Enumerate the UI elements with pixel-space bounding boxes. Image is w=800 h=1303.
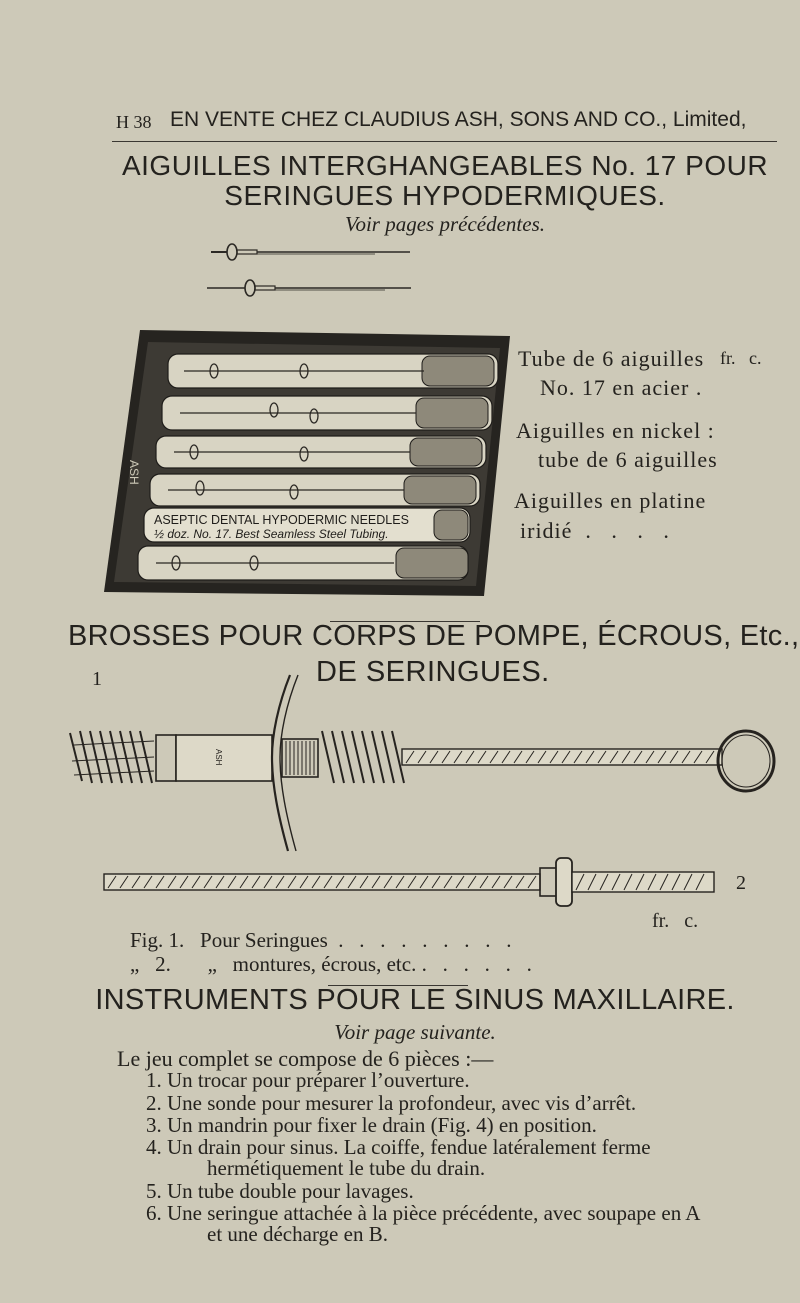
item2-line2: tube de 6 aiguilles bbox=[538, 447, 718, 472]
list-item-1: 1. Un trocar pour préparer l’ouverture. bbox=[146, 1068, 470, 1092]
needle-box-illustration bbox=[104, 330, 510, 596]
caption-fig1: Fig. 1. Pour Seringues . . . . . . . . . bbox=[130, 928, 512, 952]
item1-line1: Tube de 6 aiguilles bbox=[518, 346, 705, 371]
item1-line2: No. 17 en acier . bbox=[540, 375, 703, 400]
item3-line1: Aiguilles en platine bbox=[514, 488, 707, 513]
section1-note: Voir pages précédentes. bbox=[344, 212, 546, 236]
brush-illustration-1 bbox=[66, 665, 778, 860]
needle-illustration-2 bbox=[205, 276, 415, 300]
section1-title-line2: SERINGUES HYPODERMIQUES. bbox=[224, 180, 666, 211]
brush-stamp: ASH bbox=[214, 749, 223, 766]
list-item-2: 2. Une sonde pour mesurer la profondeur, avec vis d’arrêt. bbox=[146, 1091, 637, 1115]
list-item-3: 3. Un mandrin pour fixer le drain (Fig. 4) en position. bbox=[146, 1113, 597, 1137]
item2-line1: Aiguilles en nickel : bbox=[516, 418, 715, 443]
section1-title-line1: AIGUILLES INTERGHANGEABLES No. 17 POUR bbox=[121, 150, 769, 181]
box-side-label: ASH bbox=[127, 460, 141, 485]
section3-note: Voir page suivante. bbox=[334, 1020, 496, 1044]
needle-illustration-1 bbox=[205, 240, 415, 264]
page-ref: H 38 bbox=[116, 112, 152, 132]
vendor-header: EN VENTE CHEZ CLAUDIUS ASH, SONS AND CO., Limited, bbox=[170, 108, 747, 131]
list-item-6: 6. Une seringue attachée à la pièce précédente, avec soupape en A bbox=[146, 1201, 701, 1225]
list-item-4: 4. Un drain pour sinus. La coiffe, fendue latéralement ferme bbox=[146, 1135, 651, 1159]
section2-price-header: fr. c. bbox=[652, 910, 699, 932]
box-label-line1: ASEPTIC DENTAL HYPODERMIC NEEDLES bbox=[154, 513, 409, 527]
section1-price-header: fr. c. bbox=[720, 348, 762, 368]
caption-fig2: „ 2. „ montures, écrous, etc. . . . . . . bbox=[130, 952, 532, 976]
header-rule bbox=[112, 141, 777, 142]
item3-line2: iridié . . . . bbox=[520, 518, 670, 543]
section3-intro: Le jeu complet se compose de 6 pièces :— bbox=[117, 1046, 494, 1071]
list-item-5: 5. Un tube double pour lavages. bbox=[146, 1179, 414, 1203]
fig1-number: 1 bbox=[92, 668, 102, 690]
section2-title-line1: BROSSES POUR CORPS DE POMPE, ÉCROUS, Etc., bbox=[68, 620, 800, 652]
list-item-6-cont: et une décharge en B. bbox=[207, 1222, 388, 1246]
brush-illustration-2 bbox=[102, 856, 720, 910]
box-label-line2: ½ doz. No. 17. Best Seamless Steel Tubing. bbox=[154, 527, 389, 541]
fig2-number: 2 bbox=[736, 872, 746, 894]
section3-title: INSTRUMENTS POUR LE SINUS MAXILLAIRE. bbox=[95, 984, 735, 1016]
section2-title-line2: DE SERINGUES. bbox=[316, 656, 550, 688]
list-item-4-cont: hermétiquement le tube du drain. bbox=[207, 1156, 486, 1180]
